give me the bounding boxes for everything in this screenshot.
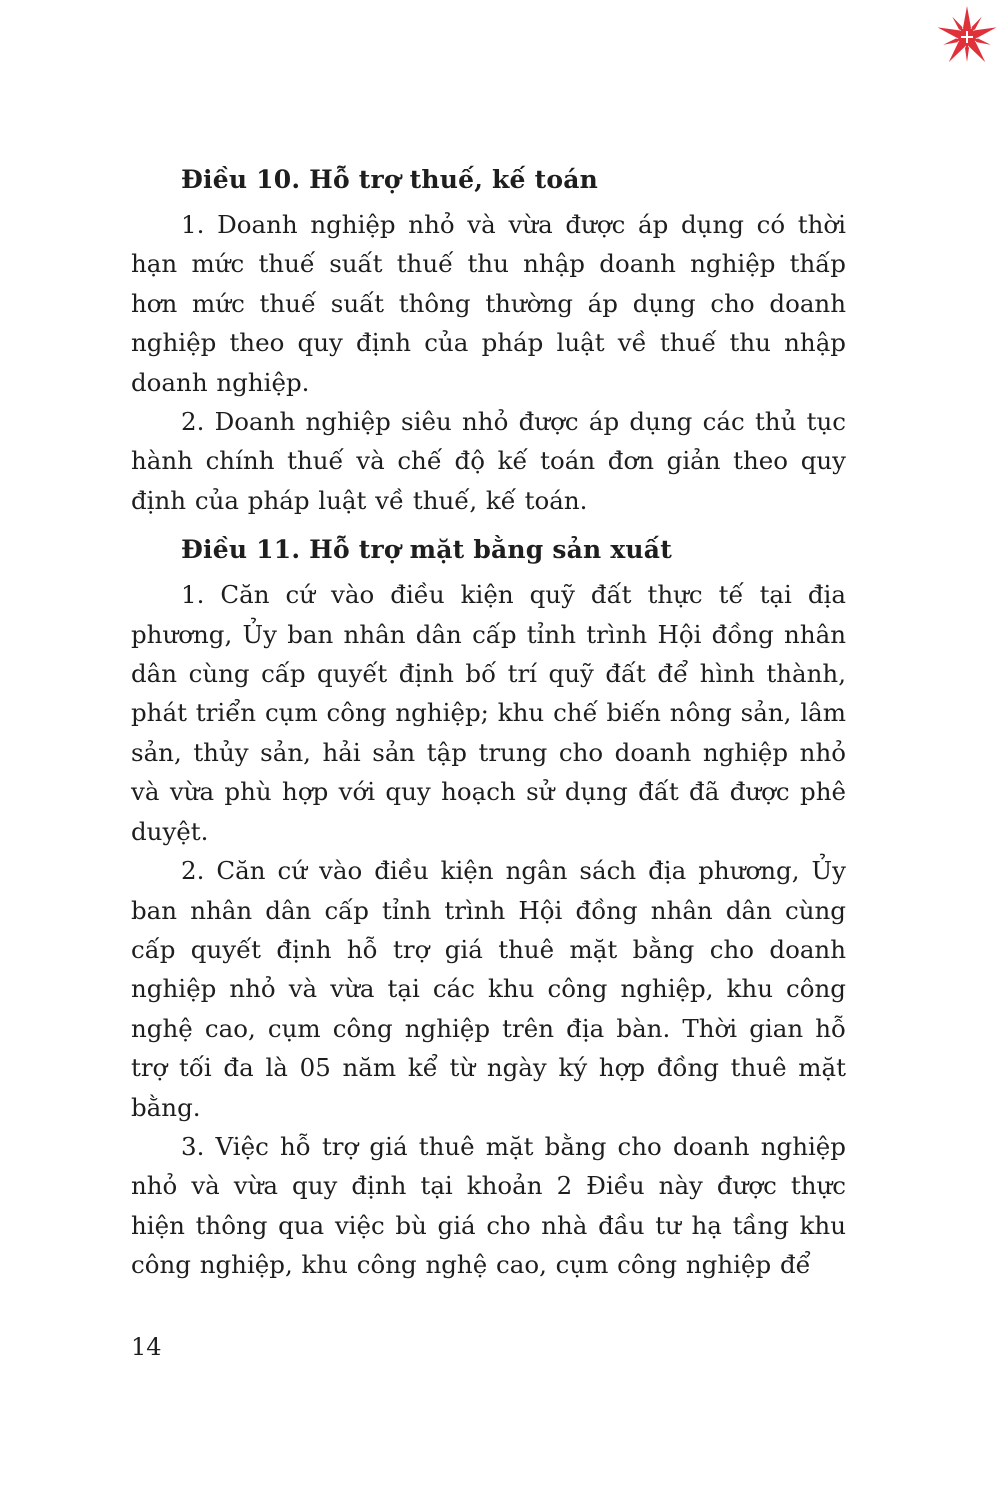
- page-body: [131, 160, 846, 1285]
- page-number: 14: [131, 1333, 162, 1361]
- article-11-clause-3: 3. Việc hỗ trợ giá thuê mặt bằng cho doanh nghiệp nhỏ và vừa quy định tại khoản 2 Điều này được thực hiện thông qua việc bù giá cho nhà đầu tư hạ tầng khu công nghiệp, khu công nghệ cao, cụm công nghiệp để: [131, 1131, 846, 1280]
- article-11-clause-2: 2. Căn cứ vào điều kiện ngân sách địa phương, Ủy ban nhân dân cấp tỉnh trình Hội đồng nhân dân cùng cấp quyết định hỗ trợ giá thuê mặt bằng cho doanh nghiệp nhỏ và vừa tại các khu công nghiệp, khu công nghệ cao, cụm công nghiệp trên địa bàn. Thời gian hỗ trợ tối đa là 05 năm kể từ ngày ký hợp đồng thuê mặt bằng.: [131, 856, 846, 1122]
- article-10-clause-1: 1. Doanh nghiệp nhỏ và vừa được áp dụng có thời hạn mức thuế suất thuế thu nhập doanh nghiệp thấp hơn mức thuế suất thông thường áp dụng cho doanh nghiệp theo quy định của pháp luật về thuế thu nhập doanh nghiệp.: [131, 210, 846, 397]
- article-10-heading: Điều 10. Hỗ trợ thuế, kế toán: [181, 165, 598, 194]
- article-11-heading: Điều 11. Hỗ trợ mặt bằng sản xuất: [181, 535, 672, 565]
- red-star-publisher-logo-icon: [934, 4, 1000, 70]
- article-11-clause-1: 1. Căn cứ vào điều kiện quỹ đất thực tế tại địa phương, Ủy ban nhân dân cấp tỉnh trình Hội đồng nhân dân cùng cấp quyết định bố trí quỹ đất để hình thành, phát triển cụm công nghiệp; khu chế biến nông sản, lâm sản, thủy sản, hải sản tập trung cho doanh nghiệp nhỏ và vừa phù hợp với quy hoạch sử dụng đất đã được phê duyệt.: [131, 580, 846, 846]
- article-10-clause-2: 2. Doanh nghiệp siêu nhỏ được áp dụng các thủ tục hành chính thuế và chế độ kế toán đơn giản theo quy định của pháp luật về thuế, kế toán.: [131, 407, 846, 515]
- publisher-logo: [934, 4, 1000, 70]
